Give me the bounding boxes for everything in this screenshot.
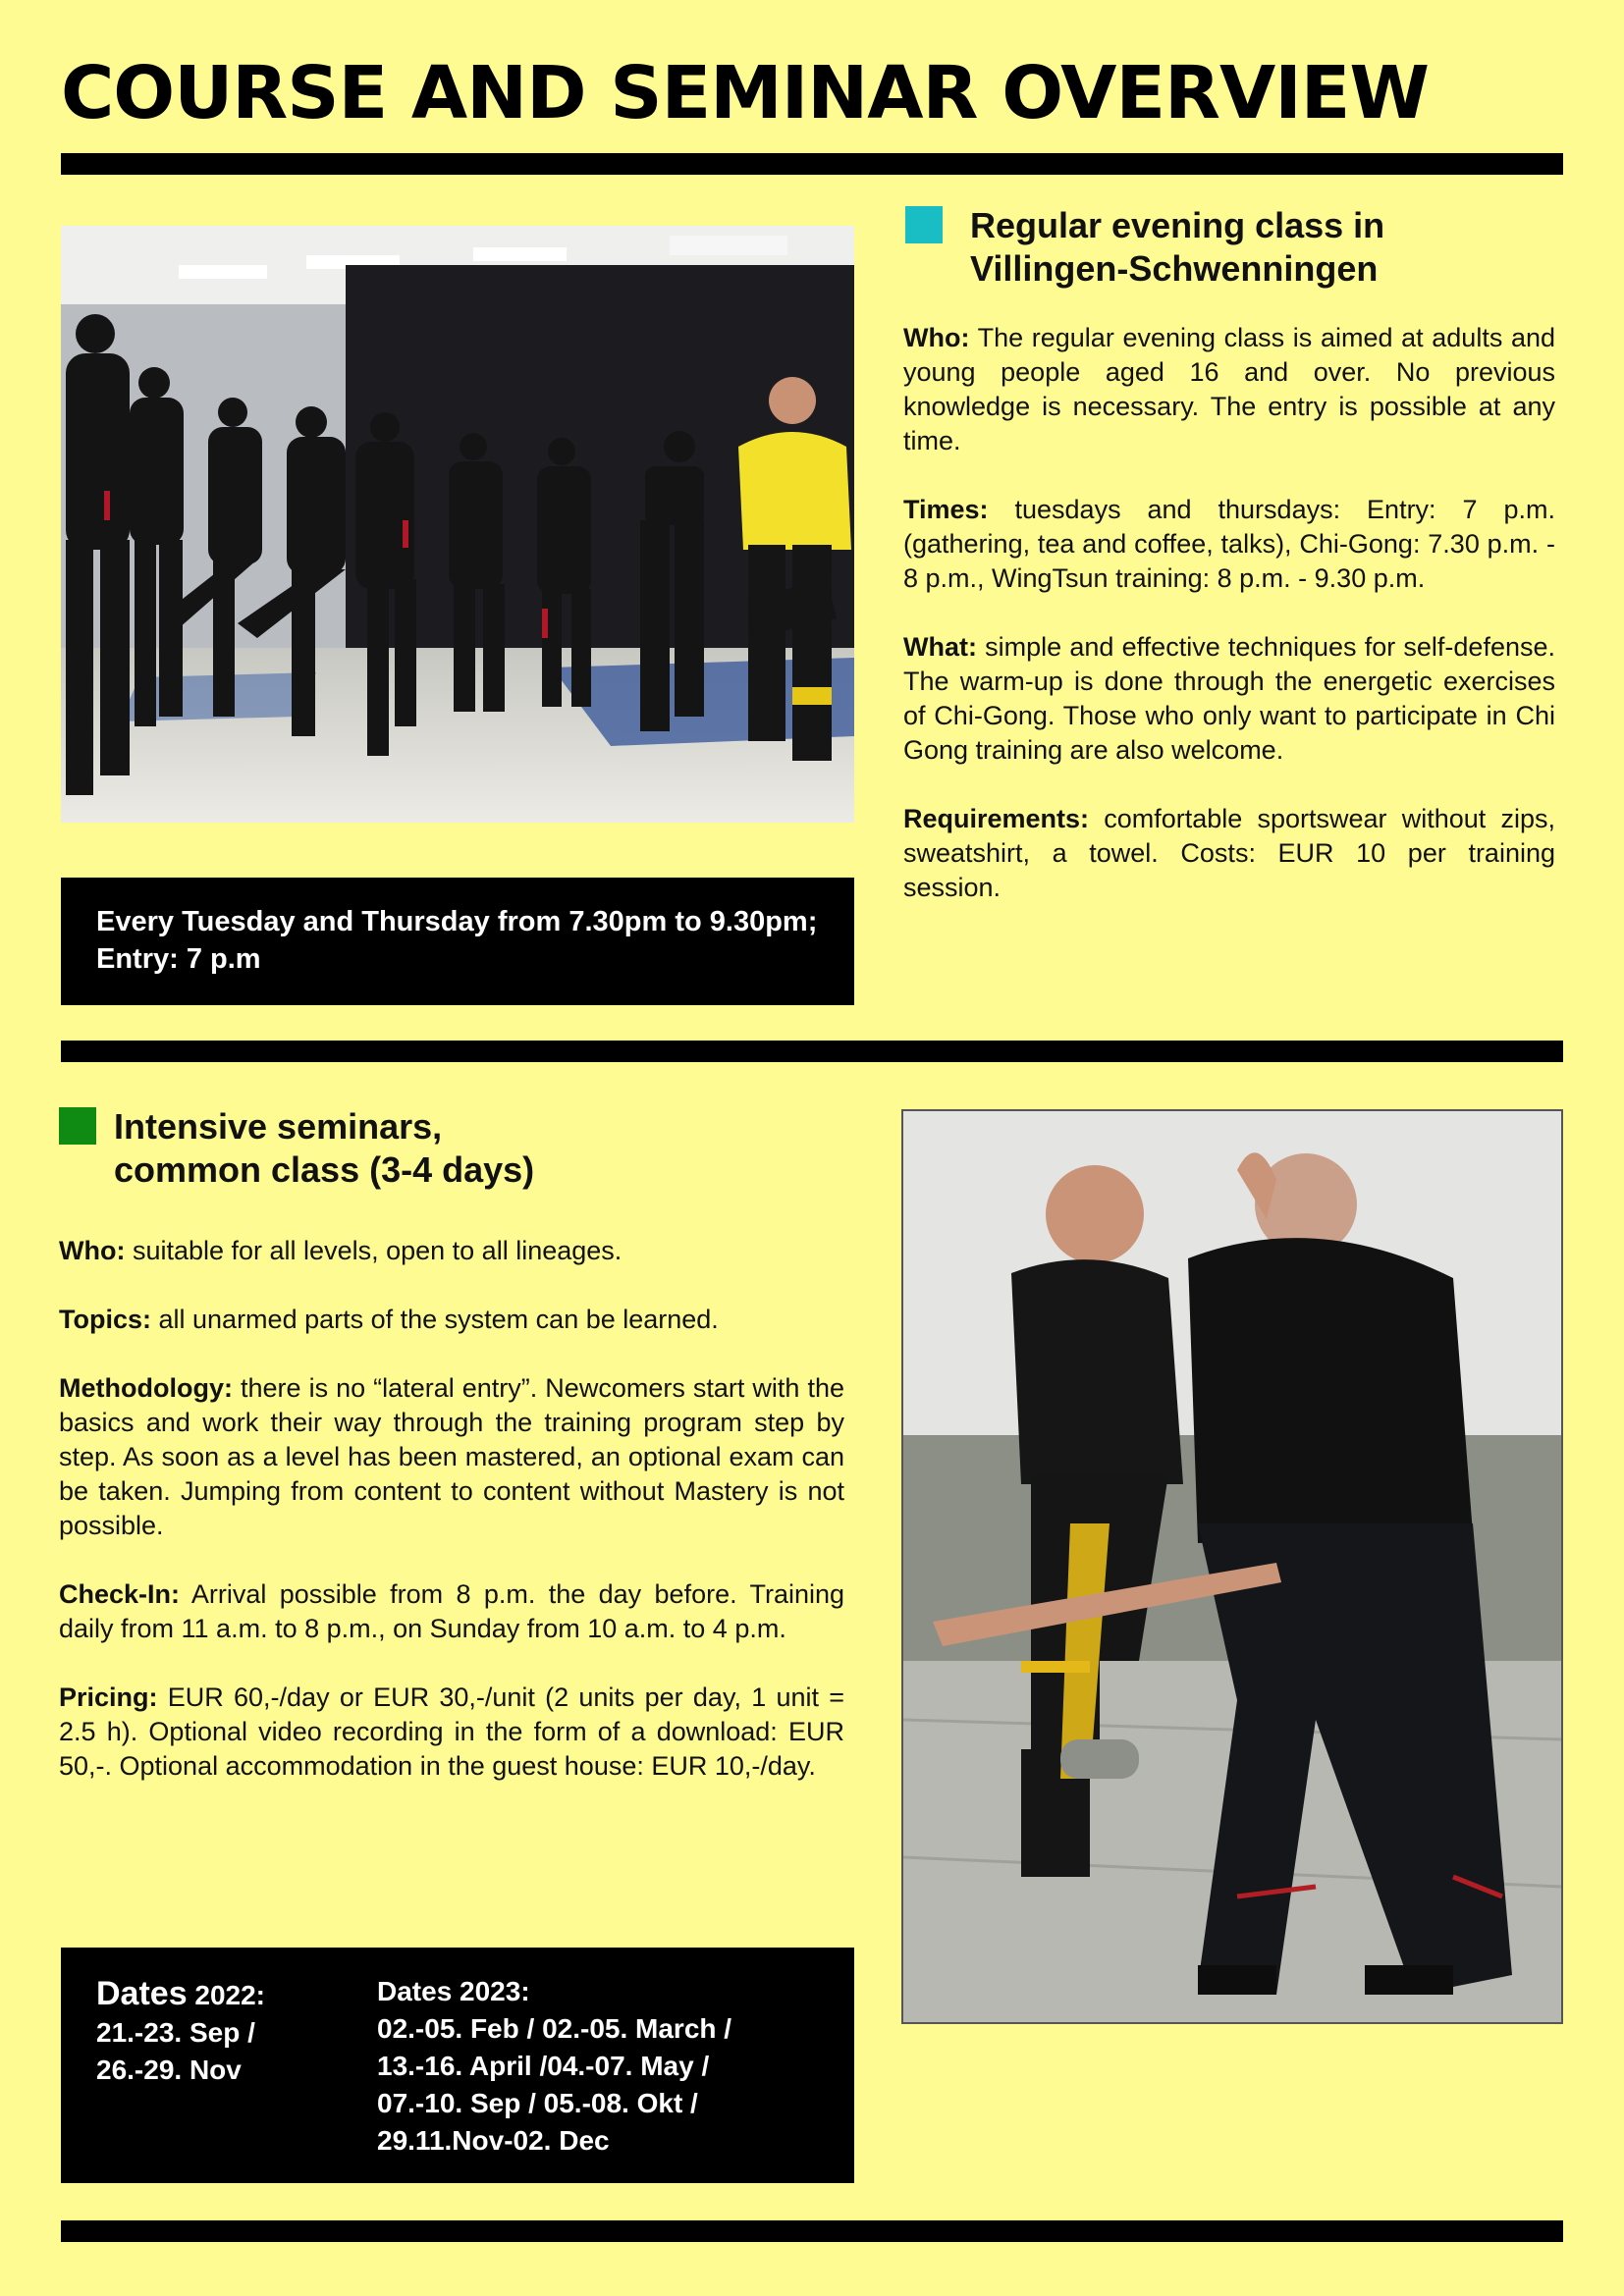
section2-title-line2: common class (3-4 days) bbox=[114, 1149, 535, 1190]
green-square-icon bbox=[59, 1107, 96, 1145]
dates-2023-line: 02.-05. Feb / 02.-05. March / bbox=[377, 2013, 732, 2044]
section1-title bbox=[970, 204, 1384, 291]
section2-title-line1: Intensive seminars, bbox=[114, 1106, 443, 1147]
para-label: Pricing: bbox=[59, 1682, 158, 1712]
dates-2023-line: 29.11.Nov-02. Dec bbox=[377, 2125, 610, 2156]
dates-2022-label: Dates bbox=[96, 1975, 188, 2012]
dates-2023-heading: Dates 2023: bbox=[377, 1976, 530, 2006]
partner-drill-photo bbox=[901, 1109, 1563, 2024]
para-label: Requirements: bbox=[903, 804, 1090, 833]
schedule-text: Every Tuesday and Thursday from 7.30pm to 9.30pm; Entry: 7 p.m bbox=[96, 906, 818, 975]
section2-para-topics bbox=[59, 1303, 844, 1337]
dates-2023-line: 13.-16. April /04.-07. May / bbox=[377, 2051, 710, 2081]
para-text: all unarmed parts of the system can be learned. bbox=[151, 1305, 719, 1334]
section1-para-who bbox=[903, 321, 1555, 458]
dates-2022-year: 2022: bbox=[187, 1980, 266, 2010]
section1-para-what bbox=[903, 630, 1555, 768]
para-text: comfortable sportswear without zips, sweatshirt, a towel. Costs: EUR 10 per training session. bbox=[903, 804, 1555, 902]
divider-bar-middle bbox=[61, 1041, 1563, 1062]
section2-para-pricing bbox=[59, 1681, 844, 1784]
dates-2022-line: 26.-29. Nov bbox=[96, 2055, 242, 2085]
page-title: COURSE AND SEMINAR OVERVIEW bbox=[61, 51, 1429, 135]
para-label: Who: bbox=[59, 1236, 126, 1265]
section1-title-line1: Regular evening class in bbox=[970, 205, 1385, 245]
section1-para-requirements bbox=[903, 802, 1555, 905]
dates-2022-block bbox=[96, 1975, 312, 2089]
divider-bar-top bbox=[61, 153, 1563, 175]
para-text: The regular evening class is aimed at adults and young people aged 16 and over. No previous knowledge is necessary. The entry is possible at any time. bbox=[903, 323, 1555, 455]
section2-para-methodology bbox=[59, 1371, 844, 1543]
section2-title bbox=[114, 1105, 534, 1192]
para-label: Times: bbox=[903, 495, 989, 524]
para-label: Topics: bbox=[59, 1305, 151, 1334]
dates-2022-heading bbox=[96, 1975, 312, 2014]
dates-2023-line: 07.-10. Sep / 05.-08. Okt / bbox=[377, 2088, 698, 2118]
para-text: tuesdays and thursdays: Entry: 7 p.m. (gathering, tea and coffee, talks), Chi-Gong: 7.30 p.m. - 8 p.m., WingTsun training: 8 p.m. - 9.30 p.m. bbox=[903, 495, 1555, 593]
dates-2022-line: 21.-23. Sep / bbox=[96, 2017, 255, 2048]
para-label: Who: bbox=[903, 323, 970, 352]
para-text: EUR 60,-/day or EUR 30,-/unit (2 units per day, 1 unit = 2.5 h). Optional video recording in the form of a download: EUR 50,-. Optional accommodation in the guest house: EUR 10,-/day. bbox=[59, 1682, 844, 1781]
para-text: there is no “lateral entry”. Newcomers start with the basics and work their way through the training program step by step. As soon as a level has been mastered, an optional exam can be taken. Jumping from content to content without Mastery is not possible. bbox=[59, 1373, 844, 1540]
para-text: suitable for all levels, open to all lineages. bbox=[125, 1236, 623, 1265]
section1-title-line2: Villingen-Schwenningen bbox=[970, 248, 1379, 289]
para-text: simple and effective techniques for self-defense. The warm-up is done through the energetic exercises of Chi-Gong. Those who only want to participate in Chi Gong training are also welcome. bbox=[903, 632, 1555, 765]
para-label: Check-In: bbox=[59, 1579, 181, 1609]
para-text: Arrival possible from 8 p.m. the day before. Training daily from 11 a.m. to 8 p.m., on Sunday from 10 a.m. to 4 p.m. bbox=[59, 1579, 844, 1643]
teal-square-icon bbox=[905, 206, 943, 243]
section2-para-checkin bbox=[59, 1577, 844, 1646]
section1-para-times bbox=[903, 493, 1555, 596]
para-label: What: bbox=[903, 632, 977, 662]
section1-body bbox=[903, 321, 1555, 905]
dates-2023-block bbox=[377, 1973, 829, 2160]
divider-bar-bottom bbox=[61, 2220, 1563, 2242]
para-label: Methodology: bbox=[59, 1373, 233, 1403]
group-training-photo bbox=[61, 226, 854, 823]
dates-box bbox=[61, 1948, 854, 2183]
section2-body bbox=[59, 1234, 844, 1784]
section2-para-who bbox=[59, 1234, 844, 1268]
schedule-box bbox=[61, 878, 854, 1005]
